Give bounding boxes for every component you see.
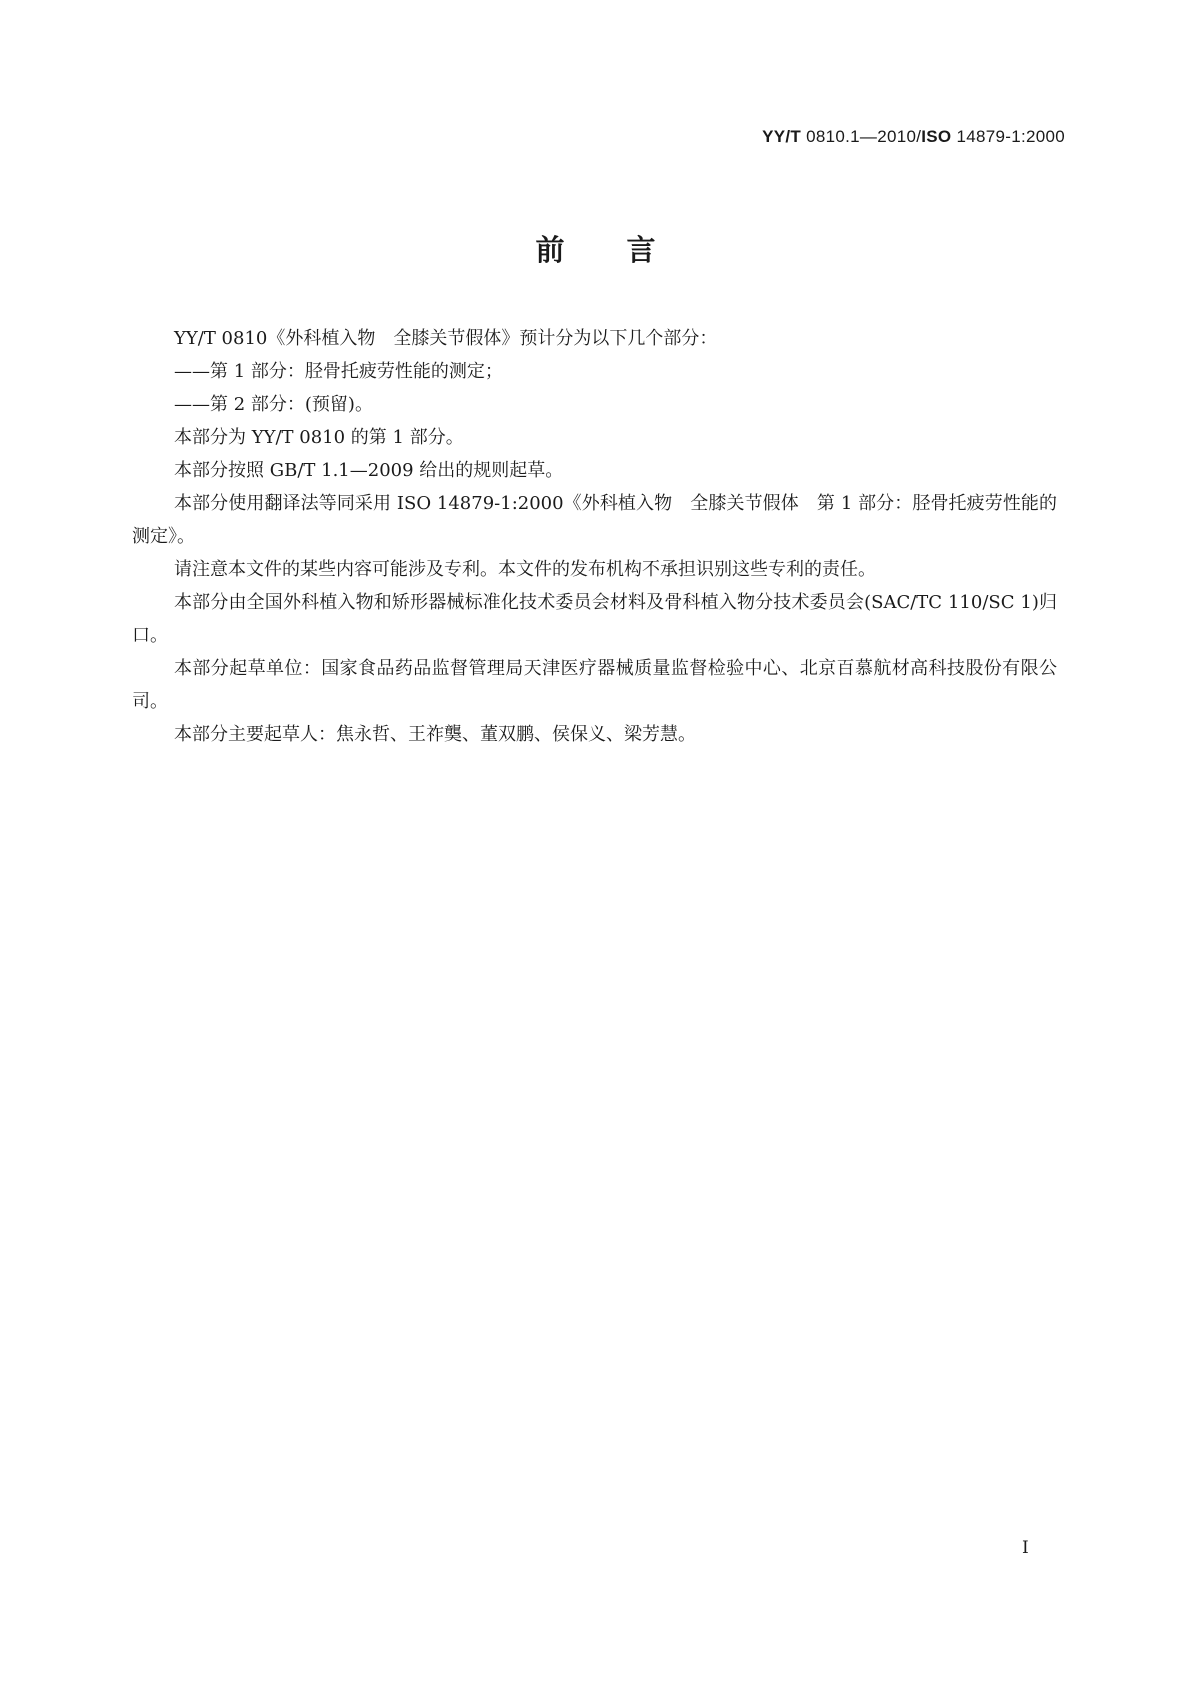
iso-prefix: ISO — [921, 127, 952, 146]
foreword-body — [132, 322, 1057, 751]
paragraph-drafters: 本部分主要起草人：焦永哲、王祚龑、董双鹏、侯保义、梁芳慧。 — [174, 724, 696, 745]
standard-number-header — [762, 127, 1065, 147]
paragraph-series-intro: YY/T 0810《外科植入物 全膝关节假体》预计分为以下几个部分： — [174, 328, 718, 349]
standard-number: 0810.1—2010/ — [806, 127, 922, 146]
paragraph-translation-method: 本部分使用翻译法等同采用 ISO 14879-1:2000《外科植入物 全膝关节假体 第 1 部分：胫骨托疲劳性能的测定》。 — [132, 493, 1057, 547]
standard-prefix: YY/T — [762, 127, 802, 146]
list-item-part-1: ——第 1 部分：胫骨托疲劳性能的测定； — [174, 361, 503, 382]
paragraph-drafting-rules: 本部分按照 GB/T 1.1—2009 给出的规则起草。 — [174, 460, 564, 481]
paragraph-technical-committee: 本部分由全国外科植入物和矫形器械标准化技术委员会材料及骨科植入物分技术委员会(SAC/TC 110/SC 1)归口。 — [132, 592, 1057, 646]
list-item-part-2: ——第 2 部分：(预留)。 — [174, 394, 373, 415]
paragraph-patent-notice: 请注意本文件的某些内容可能涉及专利。本文件的发布机构不承担识别这些专利的责任。 — [174, 559, 876, 580]
page-number: I — [1022, 1538, 1029, 1558]
paragraph-part-statement: 本部分为 YY/T 0810 的第 1 部分。 — [174, 427, 464, 448]
page-title: 前言 — [535, 233, 718, 267]
iso-number: 14879-1:2000 — [956, 127, 1065, 146]
paragraph-drafting-units: 本部分起草单位：国家食品药品监督管理局天津医疗器械质量监督检验中心、北京百慕航材高科技股份有限公司。 — [132, 658, 1057, 712]
